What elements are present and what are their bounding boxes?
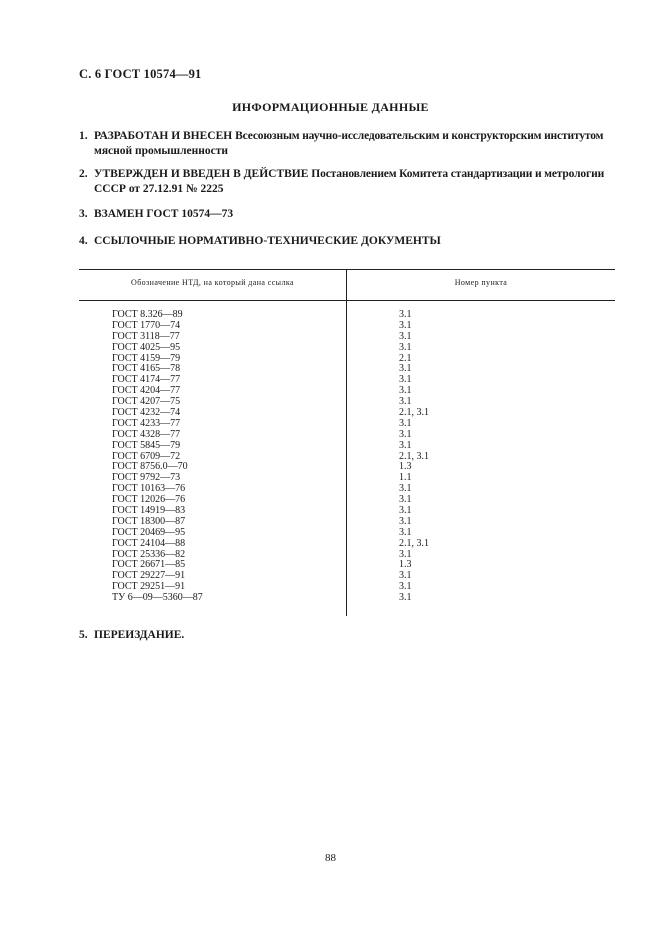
clause-number: 3.1: [399, 494, 412, 506]
clause-number: 2.1, 3.1: [399, 537, 429, 549]
document-designation: ГОСТ 25336—82: [112, 548, 186, 560]
table-row: [0, 321, 661, 332]
item-text: Постановлением Комитета стандартизации и метрологии: [311, 168, 605, 180]
table-row: [0, 332, 661, 343]
document-designation: ГОСТ 4165—78: [112, 363, 181, 375]
clause-number: 3.1: [399, 515, 412, 527]
item-continuation: СССР от 27.12.91 № 2225: [94, 183, 224, 195]
table-row: [0, 495, 661, 506]
clause-number: 1.3: [399, 559, 412, 571]
table-row: [0, 441, 661, 452]
table-row: [0, 462, 661, 473]
document-designation: ГОСТ 4025—95: [112, 341, 181, 353]
clause-number: 3.1: [399, 417, 412, 429]
info-item-1: [79, 129, 619, 159]
table-row: [0, 452, 661, 463]
item-lead: ПЕРЕИЗДАНИЕ.: [94, 629, 185, 641]
document-designation: ГОСТ 29227—91: [112, 570, 186, 582]
table-row: [0, 571, 661, 582]
table-row: [0, 375, 661, 386]
document-designation: ГОСТ 10163—76: [112, 483, 186, 495]
document-designation: ГОСТ 8756.0—70: [112, 461, 188, 473]
page-number: 88: [325, 852, 336, 864]
table-row: [0, 550, 661, 561]
clause-number: 3.1: [399, 483, 412, 495]
document-designation: ГОСТ 4232—74: [112, 407, 181, 419]
table-row: [0, 506, 661, 517]
table-row: [0, 593, 661, 604]
item-text: Всесоюзным научно-исследовательским и конструкторским институтом: [235, 130, 604, 142]
item-number: 1.: [79, 130, 88, 142]
clause-number: 3.1: [399, 581, 412, 593]
document-designation: ГОСТ 6709—72: [112, 450, 181, 462]
table-row: [0, 473, 661, 484]
document-designation: ГОСТ 4328—77: [112, 428, 181, 440]
document-designation: ГОСТ 18300—87: [112, 515, 186, 527]
clause-number: 3.1: [399, 548, 412, 560]
document-designation: ГОСТ 8.326—89: [112, 309, 183, 320]
clause-number: 3.1: [399, 385, 412, 397]
clause-number: 3.1: [399, 330, 412, 342]
table-row: [0, 397, 661, 408]
section-title: ИНФОРМАЦИОННЫЕ ДАННЫЕ: [232, 100, 429, 114]
reference-table-body: [0, 310, 661, 604]
table-row: [0, 539, 661, 550]
clause-number: 3.1: [399, 592, 412, 604]
document-designation: ГОСТ 1770—74: [112, 319, 181, 331]
clause-number: 3.1: [399, 341, 412, 353]
document-designation: ГОСТ 4159—79: [112, 352, 181, 364]
document-designation: ГОСТ 3118—77: [112, 330, 180, 342]
document-designation: ТУ 6—09—5360—87: [112, 592, 203, 604]
table-row: [0, 517, 661, 528]
clause-number: 3.1: [399, 374, 412, 386]
table-row: [0, 310, 661, 321]
item-number: 5.: [79, 629, 88, 641]
table-row: [0, 354, 661, 365]
info-item-3: [79, 207, 619, 222]
item-lead: УТВЕРЖДЕН И ВВЕДЕН В ДЕЙСТВИЕ: [94, 168, 309, 180]
table-row: [0, 364, 661, 375]
document-designation: ГОСТ 20469—95: [112, 526, 186, 538]
clause-number: 3.1: [399, 428, 412, 440]
table-row: [0, 484, 661, 495]
item-number: 3.: [79, 208, 88, 220]
item-continuation: мясной промышленности: [94, 145, 229, 157]
document-designation: ГОСТ 29251—91: [112, 581, 186, 593]
item-lead: ССЫЛОЧНЫЕ НОРМАТИВНО-ТЕХНИЧЕСКИЕ ДОКУМЕНТЫ: [94, 235, 441, 247]
item-number: 4.: [79, 235, 88, 247]
clause-number: 3.1: [399, 319, 412, 331]
table-row: [0, 386, 661, 397]
clause-number: 3.1: [399, 526, 412, 538]
item-number: 2.: [79, 168, 88, 180]
table-row: [0, 430, 661, 441]
clause-number: 1.3: [399, 461, 412, 473]
table-row: [0, 408, 661, 419]
clause-number: 3.1: [399, 505, 412, 517]
document-designation: ГОСТ 4233—77: [112, 417, 181, 429]
clause-number: 3.1: [399, 363, 412, 375]
table-row: [0, 560, 661, 571]
page-header: С. 6 ГОСТ 10574—91: [79, 67, 202, 81]
clause-number: 3.1: [399, 570, 412, 582]
document-designation: ГОСТ 26671—85: [112, 559, 186, 571]
document-designation: ГОСТ 12026—76: [112, 494, 186, 506]
document-designation: ГОСТ 14919—83: [112, 505, 186, 517]
document-designation: ГОСТ 4207—75: [112, 396, 181, 408]
document-designation: ГОСТ 24104—88: [112, 537, 186, 549]
clause-number: 3.1: [399, 439, 412, 451]
clause-number: 3.1: [399, 396, 412, 408]
clause-number: 3.1: [399, 309, 412, 320]
table-row: [0, 419, 661, 430]
document-designation: ГОСТ 5845—79: [112, 439, 181, 451]
info-item-2: [79, 167, 619, 197]
clause-number: 2.1: [399, 352, 412, 364]
info-item-4: [79, 234, 619, 249]
table-row: [0, 582, 661, 593]
clause-number: 2.1, 3.1: [399, 450, 429, 462]
table-header-rule: [79, 300, 615, 301]
info-item-5: [79, 628, 619, 643]
clause-number: 1.1: [399, 472, 412, 484]
table-row: [0, 343, 661, 354]
document-designation: ГОСТ 4174—77: [112, 374, 181, 386]
document-designation: ГОСТ 9792—73: [112, 472, 181, 484]
table-top-rule: [79, 269, 615, 270]
clause-number: 2.1, 3.1: [399, 407, 429, 419]
column-header-clause: Номер пункта: [454, 278, 508, 287]
table-row: [0, 528, 661, 539]
document-designation: ГОСТ 4204—77: [112, 385, 181, 397]
item-lead: ВЗАМЕН ГОСТ 10574—73: [94, 208, 234, 220]
item-lead: РАЗРАБОТАН И ВНЕСЕН: [94, 130, 233, 142]
column-header-document: Обозначение НТД, на который дана ссылка: [131, 278, 294, 287]
